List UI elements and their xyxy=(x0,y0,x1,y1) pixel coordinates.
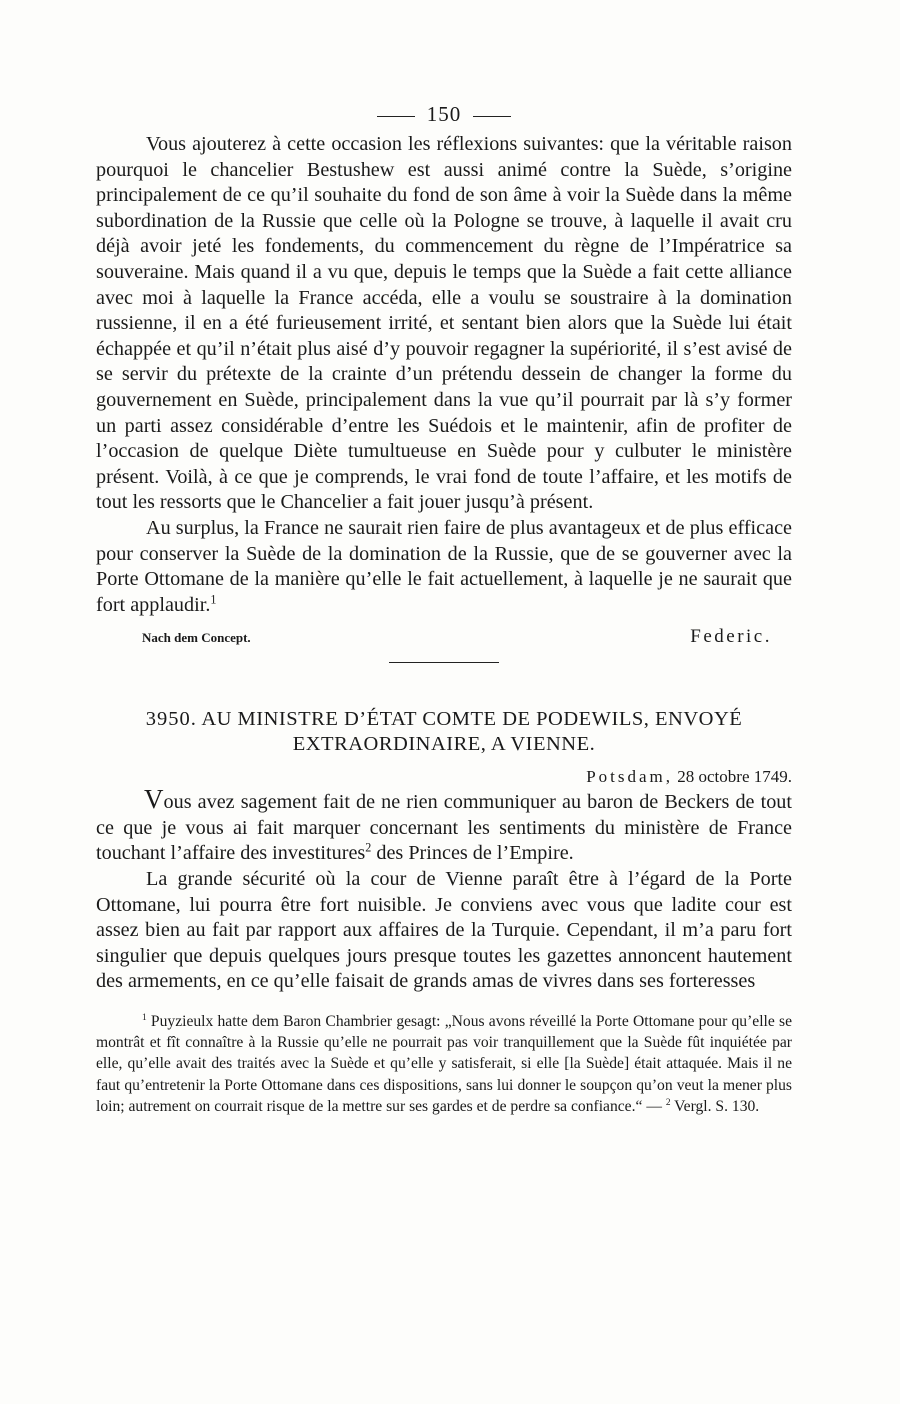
footnote-1-marker: 1 xyxy=(142,1012,147,1023)
document-number: 3950. xyxy=(145,708,197,731)
signature: Federic. xyxy=(690,626,772,648)
header-dash-left xyxy=(377,116,415,117)
dateline-place: Potsdam, xyxy=(586,767,674,787)
document-title: AU MINISTRE D’ÉTAT COMTE DE PODEWILS, ENVOYÉ EXTRAORDINAIRE, A VIENNE. xyxy=(201,708,743,756)
source-note: Nach dem Concept. xyxy=(142,630,251,646)
footnote-2-marker: 2 xyxy=(665,1097,671,1108)
footnote-2-text: Vergl. S. 130. xyxy=(674,1097,760,1115)
document-heading xyxy=(96,707,792,757)
footnote-ref-2: 2 xyxy=(365,840,372,855)
closing-row xyxy=(96,626,792,652)
footnote-ref-1: 1 xyxy=(210,591,217,606)
letter-paragraph-2: La grande sécurité où la cour de Vienne paraît être à l’égard de la Porte Ottomane, lui pourra être fort nuisible. Je conviens avec vous que ladite cour est assez bien au fait par rapport aux affaires de la Turquie. Cependant, il m’a paru fort singulier que depuis quelques jours presque toutes les gazettes annoncent hautement des armements, en ce qu’elle faisait de grands amas de vivres dans ses forteresses xyxy=(96,868,792,993)
dateline xyxy=(96,765,792,789)
footnotes xyxy=(96,1011,792,1117)
letter-paragraph-1 xyxy=(96,784,792,867)
page-header xyxy=(96,96,792,132)
body-paragraph-2-text: Au surplus, la France ne saurait rien faire de plus avantageux et de plus efficace pour conserver la Suède de la domination de la Russie, que de se gouverner avec la Porte Ottomane de la manière qu’elle le fait actuellement, à laquelle je ne saurait que fort applaudir. xyxy=(96,516,792,616)
letter-paragraph-1-text: ous avez sagement fait de ne rien communiquer au baron de Beckers de tout ce que je vous ai fait marquer concernant les sentiments du ministère de France touchant l’affaire des investitures xyxy=(96,791,792,865)
letter-paragraph-1-tail: des Princes de l’Empire. xyxy=(371,842,574,865)
footnote-1-text: Puyzieulx hatte dem Baron Chambrier gesagt: „Nous avons réveillé la Porte Ottomane pour qu’elle se montrât et fît connaître à la Russie qu’elle ne pourrait pas voir tranquillement que la Suède fût inquiétée par elle, qu’elle avait des traités avec la Suède et qu’elle y satisferait, si elle [la Suède] était attaquée. Mais il ne faut qu’entretenir la Porte Ottomane dans ces dispositions, sans lui donner le soupçon qu’on veut la mener plus loin; autrement on courrait risque de la mettre sur ses gardes et de perdre sa confiance.“ — xyxy=(96,1013,792,1115)
body-paragraph-1: Vous ajouterez à cette occasion les réflexions suivantes: que la véritable raison pourquoi le chancelier Bestushew est aussi animé contre la Suède, s’origine principalement de ce qu’il souhaite du fond de son âme à voir la Suède dans la même subordination de la Russie que celle où la Pologne se trouve, à laquelle il avait cru déjà avoir jeté les fondements, du commencement du règne de l’Impératrice sa souveraine. Mais quand il a vu que, depuis le temps que la Suède a fait cette alliance avec moi à laquelle la France accéda, elle a voulu se soustraire à la domination russienne, il en a été furieusement irrité, et sentant bien alors que la Suède lui était échappée et qu’il n’était plus aisé d’y pouvoir regagner la supériorité, il s’est avisé de se servir du prétexte de la crainte d’un prétendu dessein de changer la forme du gouvernement en Suède, principalement dans la vue qu’il pourrait par là s’y former un parti assez considérable d’entre les Suédois et le maintenir, afin de profiter de l’occasion de quelque Diète tumultueuse en Suède pour y culbuter le ministère présent. Voilà, à ce que je comprends, le vrai fond de toute l’affaire, et les motifs de tout les ressorts que le Chancelier a fait jouer jusqu’à présent. xyxy=(96,133,792,514)
section-divider xyxy=(389,662,499,663)
page xyxy=(96,96,792,1117)
header-dash-right xyxy=(473,116,511,117)
drop-cap: V xyxy=(144,784,164,815)
dateline-date: 28 octobre 1749. xyxy=(677,767,792,787)
page-number: 150 xyxy=(426,102,462,126)
body-paragraph-2 xyxy=(96,516,792,618)
